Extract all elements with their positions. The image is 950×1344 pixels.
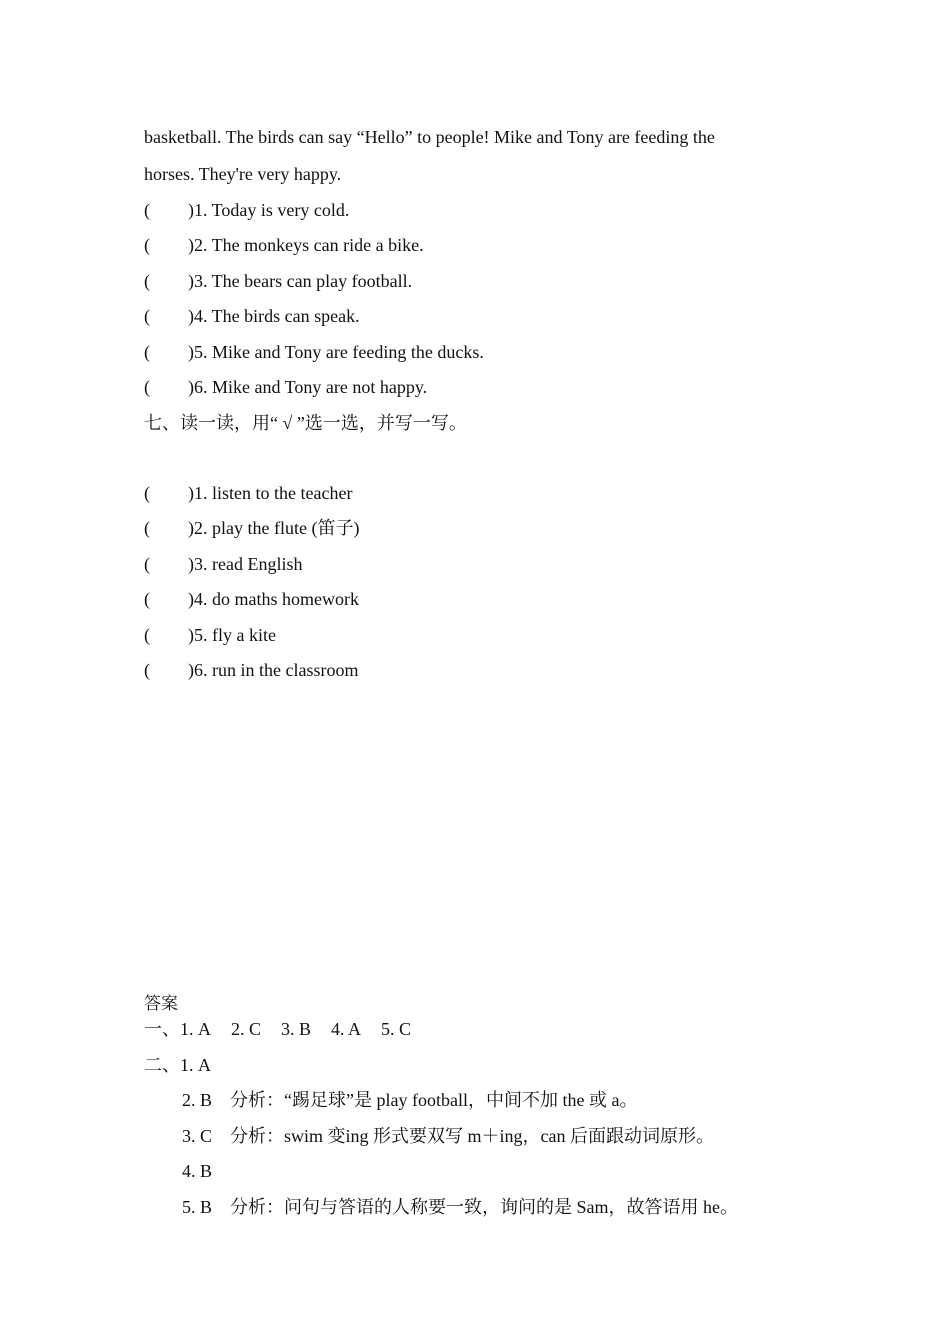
answer-blank[interactable]: ( — [144, 271, 150, 291]
activity-item-5 — [144, 623, 276, 647]
answers-part-1 — [144, 1017, 411, 1041]
question-text: )1. Today is very cold. — [188, 200, 350, 220]
answer-entry: 1. A — [180, 1055, 211, 1075]
question-text: )5. Mike and Tony are feeding the ducks. — [188, 342, 484, 362]
answer-blank[interactable]: ( — [144, 660, 150, 680]
answer-entry: 5. C — [381, 1019, 412, 1039]
answer-row-3: 3. C 分析：swim 变ing 形式要双写 m＋ing，can 后面跟动词原形。 — [182, 1126, 714, 1146]
question-text: )4. The birds can speak. — [188, 306, 360, 326]
answer-blank[interactable]: ( — [144, 483, 150, 503]
part-prefix: 一、 — [144, 1019, 180, 1039]
answer-entry: 2. C — [231, 1019, 262, 1039]
activity-item-6 — [144, 658, 358, 682]
activity-text: )6. run in the classroom — [188, 660, 359, 680]
activity-text: )1. listen to the teacher — [188, 483, 353, 503]
answer-entry: 1. A — [180, 1019, 211, 1039]
activity-text: )2. play the flute (笛子) — [188, 518, 360, 538]
tf-question-5 — [144, 340, 484, 364]
answer-row-2: 2. B 分析：“踢足球”是 play football，中间不加 the 或 a。 — [182, 1090, 638, 1110]
tf-question-4 — [144, 304, 360, 328]
tf-question-2 — [144, 233, 424, 257]
activity-text: )3. read English — [188, 554, 303, 574]
passage-line-1: basketball. The birds can say “Hello” to people! Mike and Tony are feeding the — [144, 127, 715, 147]
question-text: )6. Mike and Tony are not happy. — [188, 377, 428, 397]
answer-blank[interactable]: ( — [144, 625, 150, 645]
passage-line-2: horses. They're very happy. — [144, 164, 342, 184]
activity-text: )5. fly a kite — [188, 625, 276, 645]
answer-blank[interactable]: ( — [144, 554, 150, 574]
answer-blank[interactable]: ( — [144, 377, 150, 397]
question-text: )2. The monkeys can ride a bike. — [188, 235, 424, 255]
tf-question-1 — [144, 198, 349, 222]
activity-item-1 — [144, 481, 352, 505]
answer-entry: 4. A — [331, 1019, 362, 1039]
tf-question-3 — [144, 269, 412, 293]
answer-blank[interactable]: ( — [144, 306, 150, 326]
answer-entry: 3. B — [281, 1019, 312, 1039]
section-7-heading: 七、读一读，用“ √ ”选一选，并写一写。 — [144, 413, 467, 433]
answer-row-5: 5. B 分析：问句与答语的人称要一致，询问的是 Sam，故答语用 he。 — [182, 1197, 738, 1217]
answer-blank[interactable]: ( — [144, 518, 150, 538]
answer-row-4: 4. B — [182, 1161, 213, 1181]
question-text: )3. The bears can play football. — [188, 271, 413, 291]
answer-blank[interactable]: ( — [144, 200, 150, 220]
part-prefix: 二、 — [144, 1055, 180, 1075]
activity-text: )4. do maths homework — [188, 589, 359, 609]
activity-item-2 — [144, 516, 359, 540]
answer-blank[interactable]: ( — [144, 342, 150, 362]
answer-blank[interactable]: ( — [144, 589, 150, 609]
answer-blank[interactable]: ( — [144, 235, 150, 255]
tf-question-6 — [144, 375, 427, 399]
activity-item-4 — [144, 587, 359, 611]
answers-part-2 — [144, 1053, 211, 1077]
activity-item-3 — [144, 552, 302, 576]
answers-label: 答案 — [144, 994, 178, 1013]
